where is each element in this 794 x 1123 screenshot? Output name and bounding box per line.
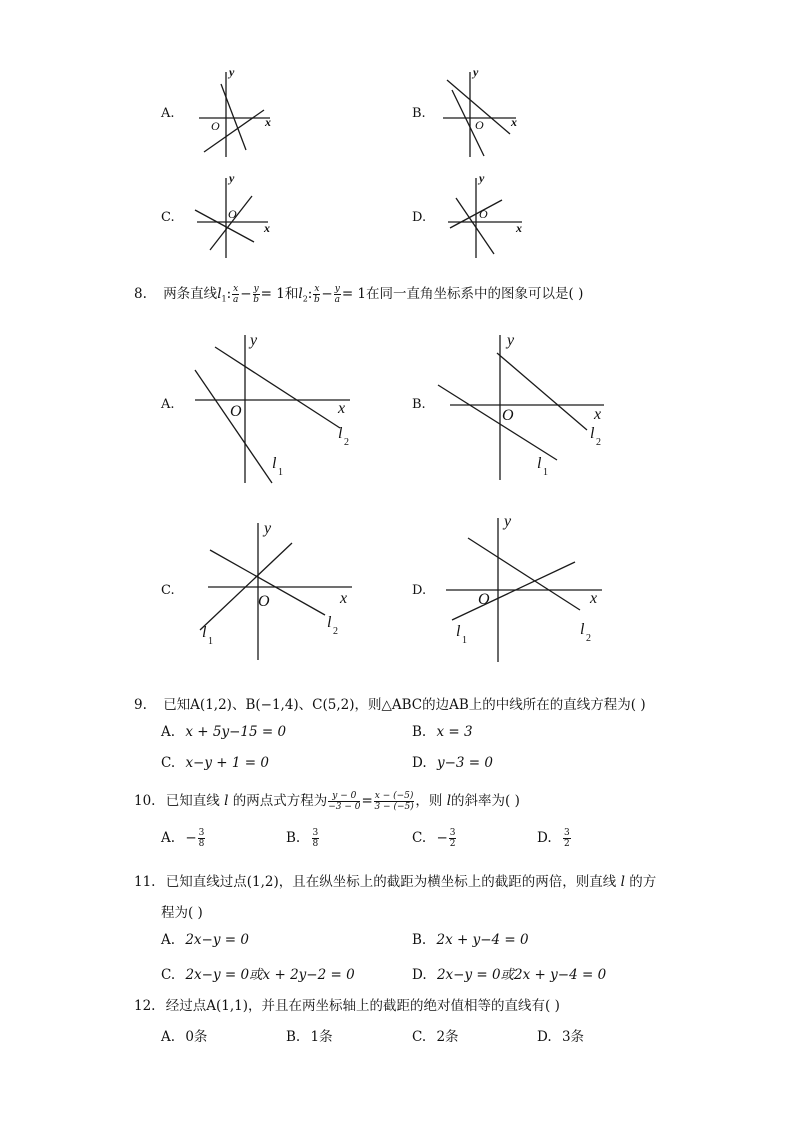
q7-option-d-label[interactable]: D.	[412, 210, 427, 225]
l1-label: l	[456, 623, 461, 640]
q7-graph-c	[192, 170, 282, 262]
y-axis-label: y	[264, 520, 272, 537]
q11-text-line1-end: 的方	[629, 874, 657, 890]
option-label: B.	[286, 1029, 301, 1045]
option-text: 2x + y−4 = 0	[436, 932, 529, 948]
y-axis-label: y	[473, 65, 479, 79]
option-text: 3条	[561, 1029, 585, 1045]
l1-sub-label: 1	[462, 635, 467, 646]
l2-label: l	[590, 425, 595, 442]
option-text: 1条	[310, 1029, 333, 1045]
origin-label: O	[228, 207, 237, 221]
option-text: 2x−y = 0	[185, 932, 249, 948]
q8-stem: 8. 两条直线$l_1$: $\frac{x}{a}$ − $\frac{y}{b}$ = 1和$l_2$: $\frac{x}{b}$ − $\frac{y}{a}$ = 1在同一直角坐标系中的图象可以是( )	[134, 284, 584, 305]
option-text: 2x−y = 0或x + 2y−2 = 0	[185, 967, 355, 983]
origin-label: O	[211, 119, 220, 133]
q8-option-a-label[interactable]: A.	[161, 397, 175, 412]
q8-option-d-label[interactable]: D.	[412, 583, 427, 598]
x-axis-label: x	[338, 400, 346, 417]
option-fraction: $\frac{3}{2}$	[563, 828, 570, 849]
q10-number: 10.	[134, 793, 156, 809]
l2-sub-label: 2	[586, 633, 591, 644]
x-axis-label: x	[265, 115, 271, 129]
option-label: C.	[412, 830, 427, 846]
option-label: D.	[537, 1029, 552, 1045]
option-sign: −	[185, 830, 197, 846]
q8-text-a: 两条直线	[163, 286, 218, 302]
q11-stem-line2: 程为( )	[161, 905, 203, 921]
option-label: A.	[161, 724, 176, 740]
option-text: 2x−y = 0或2x + y−4 = 0	[436, 967, 607, 983]
y-axis-label: y	[229, 171, 235, 185]
y-axis-label: y	[250, 332, 258, 349]
y-axis-label: y	[479, 171, 485, 185]
q11-text-line1: 已知直线过点(1,2)，且在纵坐标上的截距为横坐标上的截距的两倍，则直线	[165, 874, 617, 890]
q12-option-d[interactable]	[537, 1025, 584, 1045]
q10-option-c[interactable]	[412, 828, 457, 849]
q11-option-a[interactable]	[161, 932, 249, 948]
q7-graph-a	[196, 62, 286, 162]
option-label: D.	[412, 967, 427, 983]
q12-stem	[134, 994, 560, 1014]
q7-option-b-label[interactable]: B.	[412, 106, 426, 121]
origin-label: O	[230, 403, 242, 420]
q12-text: 经过点A(1,1)，并且在两坐标轴上的截距的绝对值相等的直线有( )	[165, 998, 560, 1014]
q7-option-a-label[interactable]: A.	[161, 106, 175, 121]
origin-label: O	[475, 118, 484, 132]
q10-frac1: $\frac{y - 0}{-3 - 0}$	[328, 791, 361, 812]
option-label: C.	[161, 755, 176, 771]
option-text: x−y + 1 = 0	[185, 755, 269, 771]
l2-symbol: l	[298, 286, 303, 302]
q10-option-a[interactable]	[161, 828, 206, 849]
q8-graph-b	[432, 325, 612, 490]
q8-option-b-label[interactable]: B.	[412, 397, 426, 412]
option-label: A.	[161, 830, 176, 846]
option-label: A.	[161, 1029, 176, 1045]
option-fraction: $\frac{3}{2}$	[449, 828, 456, 849]
l2-sub-label: 2	[333, 626, 338, 637]
l1-subscript: 1	[221, 294, 227, 304]
q11-number: 11.	[134, 874, 156, 890]
l-symbol: l	[224, 793, 229, 809]
y-axis-label: y	[504, 513, 512, 530]
origin-label: O	[479, 207, 488, 221]
frac-x-a: $\frac{x}{a}$	[233, 284, 239, 305]
l2-sub-label: 2	[596, 437, 601, 448]
frac-y-a: $\frac{y}{a}$	[334, 284, 340, 305]
l1-sub-label: 1	[208, 636, 213, 647]
l1-sub-label: 1	[278, 467, 283, 478]
l2-label: l	[580, 621, 585, 638]
q10-text-b: 的两点式方程为	[232, 793, 328, 809]
q8-option-c-label[interactable]: C.	[161, 583, 175, 598]
option-text: y−3 = 0	[436, 755, 493, 771]
origin-label: O	[258, 593, 270, 610]
q8-graph-c	[190, 515, 370, 665]
q12-option-a[interactable]	[161, 1025, 207, 1045]
q9-option-d[interactable]	[412, 755, 493, 771]
q9-option-a[interactable]	[161, 724, 286, 740]
frac-y-b: $\frac{y}{b}$	[253, 284, 259, 305]
q12-option-c[interactable]	[412, 1025, 459, 1045]
option-label: D.	[412, 755, 427, 771]
l-symbol: l	[446, 793, 452, 809]
q10-text-a: 已知直线	[165, 793, 220, 809]
q10-text-d: 的斜率为( )	[451, 793, 520, 809]
q11-option-c[interactable]	[161, 963, 355, 983]
q12-number: 12.	[134, 998, 156, 1014]
option-fraction: $\frac{3}{8}$	[198, 828, 205, 849]
q7-graph-b	[440, 62, 530, 162]
x-axis-label: x	[511, 115, 517, 129]
y-axis-label: y	[507, 332, 515, 349]
q7-graph-d	[442, 170, 532, 262]
option-text: 2条	[436, 1029, 459, 1045]
q8-number: 8.	[134, 286, 147, 302]
l2-sub-label: 2	[344, 437, 349, 448]
q10-frac2: $\frac{x - (-5)}{3 - (-5)}$	[374, 791, 414, 812]
x-axis-label: x	[264, 221, 270, 235]
q10-stem	[134, 789, 520, 812]
option-label: B.	[286, 830, 301, 846]
x-axis-label: x	[516, 221, 522, 235]
y-axis-label: y	[229, 65, 235, 79]
l2-label: l	[327, 614, 332, 631]
l1-label: l	[537, 455, 542, 472]
l1-symbol: l	[217, 286, 222, 302]
q11-option-d[interactable]	[412, 963, 606, 983]
option-label: B.	[412, 724, 427, 740]
q9-text: 已知A(1,2)、B(−1,4)、C(5,2)，则△ABC的边AB上的中线所在的直线方程为( )	[163, 697, 646, 713]
q10-option-d[interactable]	[537, 828, 572, 849]
option-fraction: $\frac{3}{8}$	[312, 828, 319, 849]
q11-stem-line1	[134, 870, 656, 890]
option-text: 0条	[185, 1029, 208, 1045]
equals-sign: =	[361, 793, 373, 809]
x-axis-label: x	[590, 590, 598, 607]
q9-option-c[interactable]	[161, 755, 269, 771]
option-label: C.	[161, 967, 176, 983]
q11-option-b[interactable]	[412, 932, 529, 948]
q8-l2-rhs: = 1在同一直角坐标系中的图象可以是( )	[341, 286, 584, 302]
l1-sub-label: 1	[543, 467, 548, 478]
q8-graph-a	[190, 325, 370, 490]
option-label: C.	[412, 1029, 427, 1045]
q9-option-b[interactable]	[412, 724, 473, 740]
l1-label: l	[272, 455, 277, 472]
l1-label: l	[202, 624, 207, 641]
q12-option-b[interactable]	[286, 1025, 333, 1045]
option-label: B.	[412, 932, 427, 948]
option-text: x + 5y−15 = 0	[185, 724, 287, 740]
q8-graph-d	[440, 510, 620, 665]
option-label: D.	[537, 830, 552, 846]
l-symbol: l	[620, 874, 625, 890]
q7-option-c-label[interactable]: C.	[161, 210, 175, 225]
l2-label: l	[338, 425, 343, 442]
option-text: x = 3	[436, 724, 473, 740]
q8-l1-rhs: = 1和	[260, 286, 299, 302]
origin-label: O	[502, 407, 514, 424]
option-label: A.	[161, 932, 176, 948]
q9-stem	[134, 693, 646, 713]
x-axis-label: x	[340, 590, 348, 607]
q10-option-b[interactable]	[286, 828, 320, 849]
x-axis-label: x	[594, 406, 602, 423]
q10-text-c: ，则	[415, 793, 443, 809]
origin-label: O	[478, 591, 490, 608]
q9-number: 9.	[134, 697, 147, 713]
l2-subscript: 2	[302, 294, 308, 304]
option-sign: −	[436, 830, 448, 846]
frac-x-b: $\frac{x}{b}$	[314, 284, 320, 305]
